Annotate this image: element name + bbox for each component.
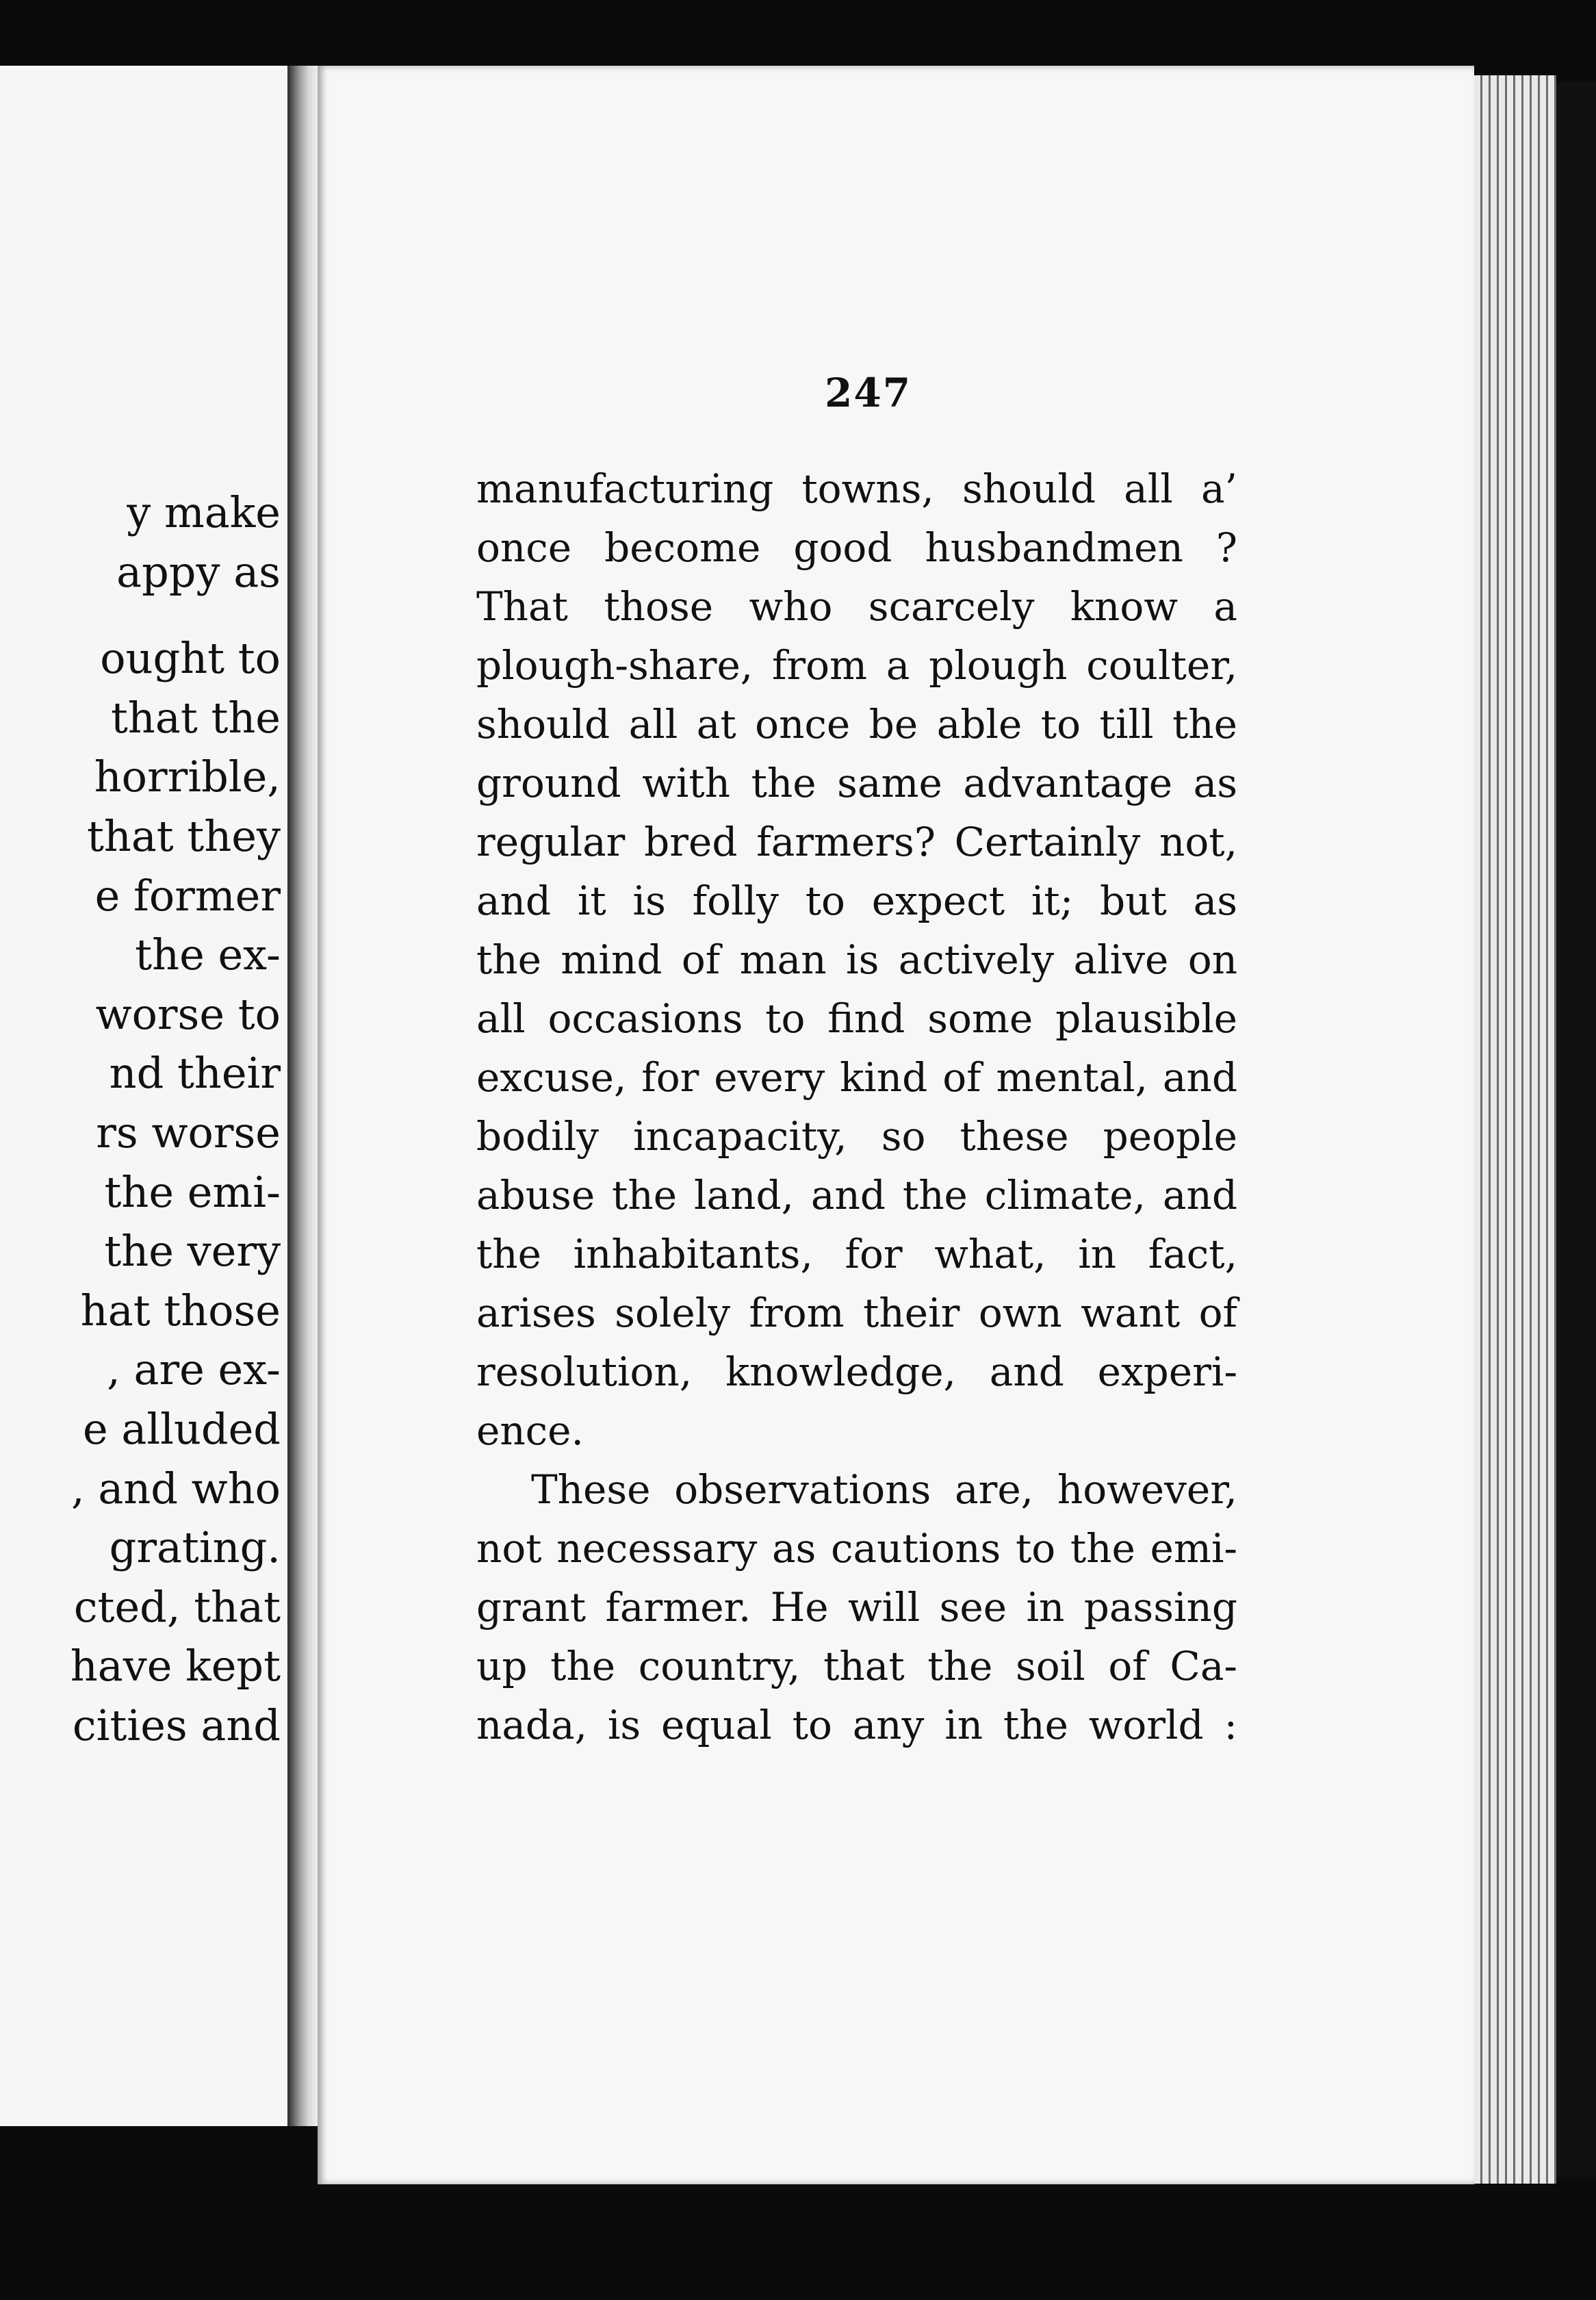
facing-line: that they	[87, 810, 281, 861]
text-line: manufacturing towns, should all a’	[476, 465, 1237, 512]
facing-line: nd their	[109, 1048, 281, 1099]
text-line: all occasions to find some plausible	[476, 995, 1237, 1042]
facing-line: grating.	[109, 1522, 281, 1573]
text-line: nada, is equal to any in the world :	[476, 1702, 1237, 1748]
text-line: once become good husbandmen ?	[476, 524, 1237, 571]
text-line: and it is folly to expect it; but as	[476, 878, 1237, 924]
page-edges-shadow	[1556, 82, 1596, 2177]
facing-line: , are ex-	[107, 1344, 281, 1395]
text-line: the mind of man is actively alive on	[476, 936, 1237, 983]
facing-line: ought to	[100, 633, 281, 684]
facing-line: e alluded	[82, 1403, 281, 1454]
text-line: plough-share, from a plough coulter,	[476, 642, 1237, 689]
text-line: That those who scarcely know a	[476, 583, 1237, 630]
text-line: the inhabitants, for what, in fact,	[476, 1231, 1237, 1277]
facing-line: e former	[94, 870, 281, 921]
text-line: regular bred farmers? Certainly not,	[476, 819, 1237, 865]
facing-line: rs worse	[96, 1107, 281, 1158]
text-line: ence.	[476, 1407, 584, 1454]
text-line: resolution, knowledge, and experi-	[476, 1349, 1237, 1395]
book-gutter	[287, 66, 318, 2126]
facing-line: the very	[104, 1226, 281, 1277]
text-line: grant farmer. He will see in passing	[476, 1584, 1237, 1631]
text-line: excuse, for every kind of mental, and	[476, 1054, 1237, 1101]
page-number: 247	[825, 370, 912, 416]
text-line: abuse the land, and the climate, and	[476, 1172, 1237, 1218]
facing-line-gap	[0, 602, 281, 629]
facing-line: that the	[111, 692, 281, 743]
text-line: arises solely from their own want of	[476, 1290, 1237, 1336]
facing-line: cities and	[72, 1700, 281, 1750]
facing-page-text	[0, 483, 281, 1755]
facing-line: hat those	[80, 1285, 281, 1336]
facing-line: the emi-	[104, 1166, 281, 1217]
text-line: These observations are, however,	[531, 1466, 1237, 1513]
facing-line: the ex-	[135, 930, 281, 980]
facing-line: , and who	[70, 1463, 281, 1513]
page-edges	[1474, 75, 1556, 2184]
text-line: bodily incapacity, so these people	[476, 1113, 1237, 1160]
facing-line: worse to	[95, 988, 281, 1039]
facing-line: horrible,	[94, 752, 281, 802]
facing-line: cted, that	[73, 1581, 281, 1632]
facing-line: appy as	[116, 546, 281, 597]
facing-line: y make	[127, 487, 281, 537]
text-line: should all at once be able to till the	[476, 701, 1237, 748]
text-line: up the country, that the soil of Ca-	[476, 1643, 1237, 1689]
page-body-text	[476, 459, 1237, 1754]
text-line: not necessary as cautions to the emi-	[476, 1525, 1237, 1572]
facing-page	[0, 66, 292, 2126]
text-line: ground with the same advantage as	[476, 760, 1237, 806]
facing-line: have kept	[70, 1641, 281, 1691]
